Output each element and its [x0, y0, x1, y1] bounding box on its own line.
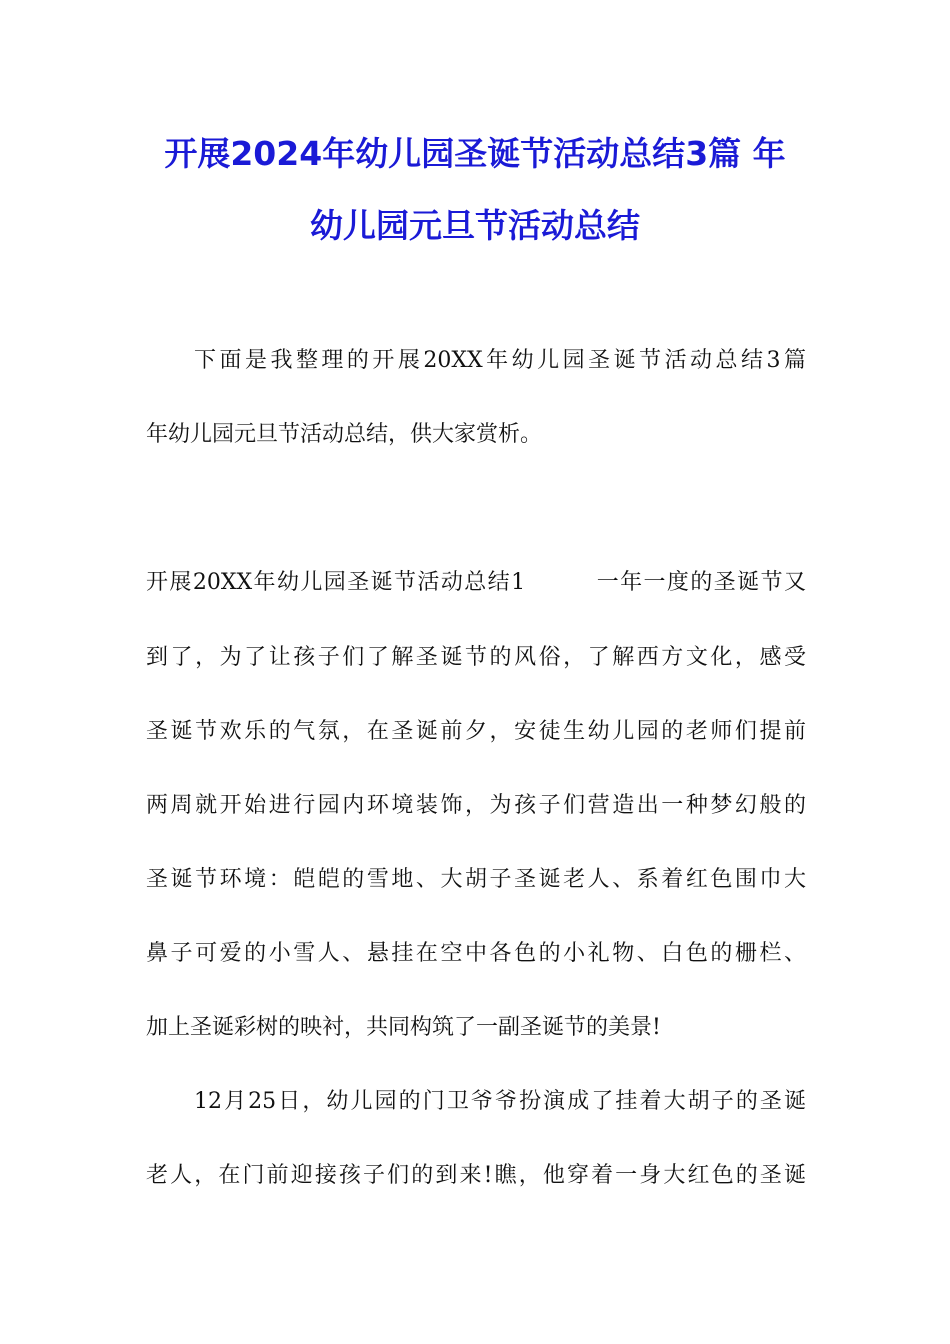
section1-line-2: 到了，为了让孩子们了解圣诞节的风俗，了解西方文化，感受: [146, 645, 806, 670]
section1-line-4: 两周就开始进行园内环境装饰，为孩子们营造出一种梦幻般的: [146, 793, 806, 818]
section1-line-3: 圣诞节欢乐的气氛，在圣诞前夕，安徒生幼儿园的老师们提前: [146, 719, 806, 744]
paragraph2-line-2: 老人，在门前迎接孩子们的到来!瞧，他穿着一身大红色的圣诞: [146, 1163, 806, 1188]
section1-line-5: 圣诞节环境：皑皑的雪地、大胡子圣诞老人、系着红色围巾大: [146, 867, 806, 892]
paragraph2-line-1: 12月25日，幼儿园的门卫爷爷扮演成了挂着大胡子的圣诞: [194, 1089, 806, 1114]
section1-line-6: 鼻子可爱的小雪人、悬挂在空中各色的小礼物、白色的栅栏、: [146, 941, 806, 966]
section1-line-1: 开展20XX年幼儿园圣诞节活动总结1 一年一度的圣诞节又: [146, 570, 806, 595]
intro-line-2: 年幼儿园元旦节活动总结，供大家赏析。: [146, 422, 543, 447]
document-title-line-1: 开展2024年幼儿园圣诞节活动总结3篇 年: [164, 134, 786, 173]
section1-line-7: 加上圣诞彩树的映衬，共同构筑了一副圣诞节的美景!: [146, 1015, 661, 1040]
document-title-line-2: 幼儿园元旦节活动总结: [310, 206, 640, 245]
intro-line-1: 下面是我整理的开展20XX年幼儿园圣诞节活动总结3篇: [194, 348, 806, 373]
